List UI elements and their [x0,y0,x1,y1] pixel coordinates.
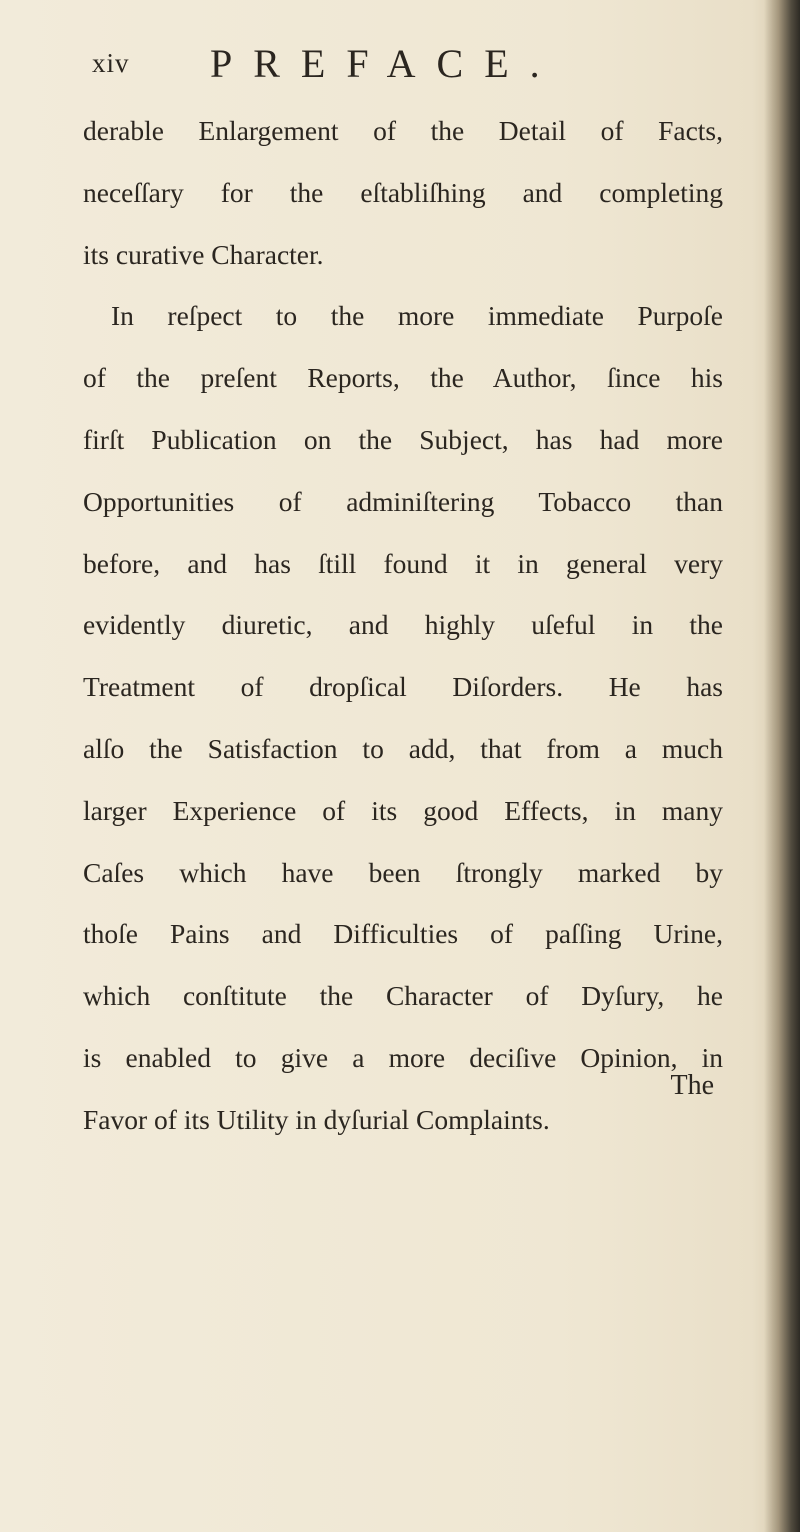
running-head: PREFACE. [210,41,561,86]
text-line: thoſe Pains and Difficulties of paſſing Urine, [83,918,723,950]
text-line: In reſpect to the more immediate Purpoſe [111,300,723,332]
body-text [83,100,723,1151]
page-number: xiv [92,48,130,78]
text-line: is enabled to give a more deciſive Opinion, in [83,1041,723,1073]
text-line: its curative Character. [83,238,324,270]
text-line: alſo the Satisfaction to add, that from a much [83,732,723,764]
text-line: Favor of its Utility in dyſurial Complaints. [83,1103,550,1135]
text-line: which conſtitute the Character of Dyſury, he [83,980,723,1012]
text-line: Opportunities of adminiſtering Tobacco than [83,485,723,517]
page-binding-edge [764,0,800,1532]
text-line: evidently diuretic, and highly uſeful in the [83,609,723,641]
text-line: firſt Publication on the Subject, has had more [83,423,723,455]
catchword: The [670,1070,714,1101]
text-line: derable Enlargement of the Detail of Facts, [83,115,723,146]
text-line: neceſſary for the eſtabliſhing and completing [83,176,723,208]
text-line: before, and has ſtill found it in general very [83,547,723,579]
text-line: of the preſent Reports, the Author, ſince his [83,362,723,394]
text-line: larger Experience of its good Effects, in many [83,794,723,826]
text-line: Treatment of dropſical Diſorders. He has [83,671,723,703]
page-header [92,40,712,96]
text-line: Caſes which have been ſtrongly marked by [83,856,723,888]
